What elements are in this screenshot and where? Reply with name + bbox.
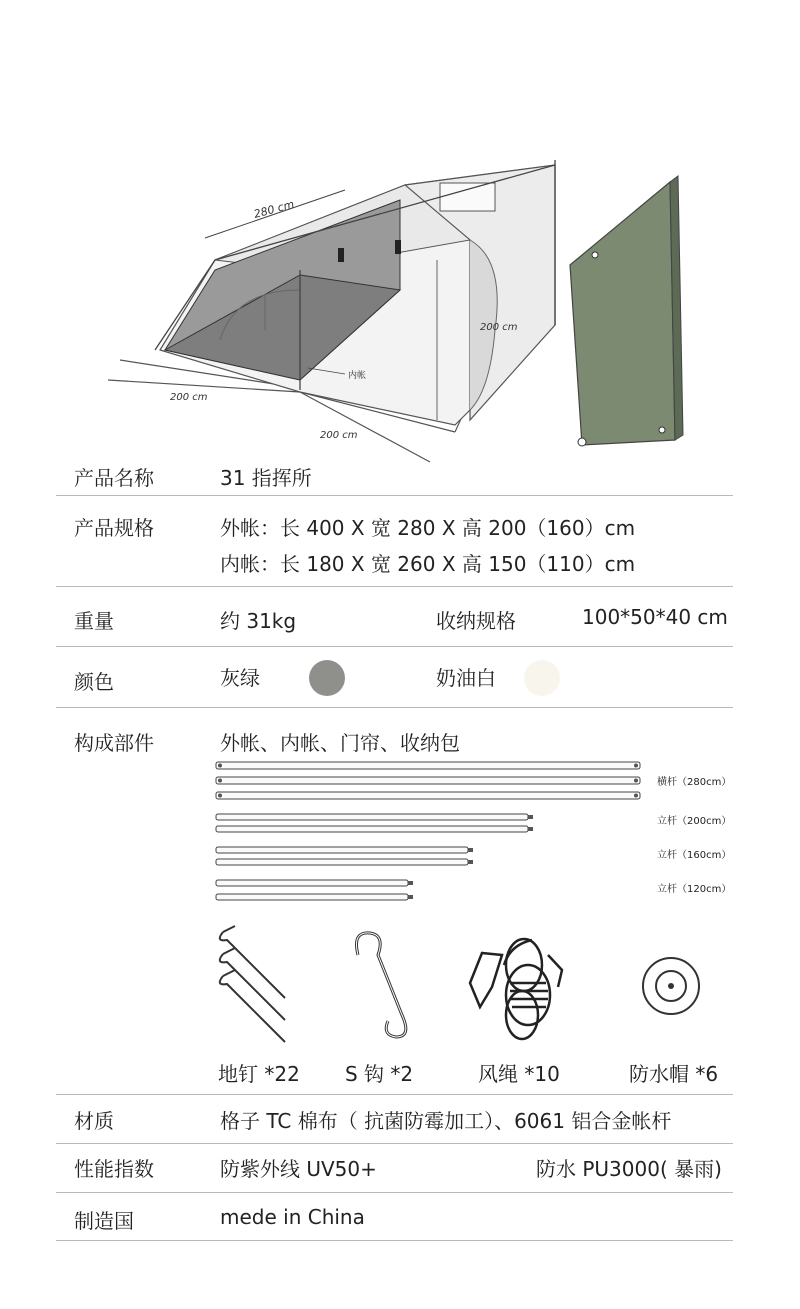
- divider: [56, 495, 733, 496]
- waterproof-cap-icon: [640, 955, 702, 1017]
- components-value: 外帐、内帐、门帘、收纳包: [220, 731, 460, 755]
- pole-280-1: [216, 762, 640, 769]
- waterproof-cap-label: 防水帽 *6: [629, 1062, 719, 1086]
- pack-size-label: 收纳规格: [436, 609, 516, 633]
- pole-200-1: [216, 814, 528, 820]
- pole-120-2: [216, 894, 408, 900]
- door-panel: [570, 176, 683, 446]
- s-hook-icon: [330, 925, 425, 1045]
- dim-left-text: 200 cm: [170, 392, 208, 403]
- outer-size-value: 外帐：长 400 X 宽 280 X 高 200（160）cm: [220, 516, 636, 540]
- color-swatch-cream[interactable]: [524, 660, 560, 696]
- divider: [56, 1094, 733, 1095]
- dim-top-text: 280 cm: [252, 197, 296, 221]
- divider: [56, 1143, 733, 1144]
- inner-size-value: 内帐：长 180 X 宽 260 X 高 150（110）cm: [220, 552, 636, 576]
- waterproof-value: 防水 PU3000( 暴雨): [536, 1157, 722, 1181]
- pole-160-1: [216, 847, 468, 853]
- divider: [56, 1240, 733, 1241]
- material-label: 材质: [74, 1109, 114, 1133]
- color-swatch-green[interactable]: [309, 660, 345, 696]
- ground-stake-label: 地钉 *22: [218, 1062, 300, 1086]
- material-value: 格子 TC 棉布（ 抗菌防霉加工）、6061 铝合金帐杆: [220, 1109, 672, 1133]
- origin-value: mede in China: [220, 1205, 365, 1229]
- components-label: 构成部件: [74, 731, 154, 755]
- dim-right-text: 200 cm: [480, 322, 518, 333]
- color-label: 颜色: [74, 670, 114, 694]
- product-name-label: 产品名称: [74, 466, 154, 490]
- wind-rope-label: 风绳 *10: [478, 1062, 560, 1086]
- pole-label-120: 立杆（120cm）: [657, 884, 732, 895]
- divider: [56, 1192, 733, 1193]
- color-option2-label: 奶油白: [436, 666, 496, 690]
- uv-value: 防紫外线 UV50+: [220, 1157, 377, 1181]
- performance-label: 性能指数: [74, 1157, 154, 1181]
- s-hook-label: S 钩 *2: [345, 1062, 414, 1086]
- pole-120-1: [216, 880, 408, 886]
- weight-label: 重量: [74, 609, 114, 633]
- weight-value: 约 31kg: [220, 609, 297, 633]
- ground-stake-icon: [205, 920, 300, 1050]
- pole-label-160: 立杆（160cm）: [657, 850, 732, 861]
- color-option1-label: 灰绿: [220, 666, 260, 690]
- origin-label: 制造国: [74, 1209, 134, 1233]
- pole-280-3: [216, 792, 640, 799]
- pole-200-2: [216, 826, 528, 832]
- inner-tent-label: 内帐: [348, 371, 367, 381]
- dim-bottom-text: 200 cm: [320, 430, 358, 441]
- tent-illustration: [0, 0, 800, 470]
- pole-160-2: [216, 859, 468, 865]
- divider: [56, 646, 733, 647]
- divider: [56, 707, 733, 708]
- pole-280-2: [216, 777, 640, 784]
- pole-label-200: 立杆（200cm）: [657, 816, 732, 827]
- pack-size-value: 100*50*40 cm: [582, 605, 728, 629]
- product-size-label: 产品规格: [74, 516, 154, 540]
- wind-rope-icon: [462, 925, 572, 1050]
- product-name-value: 31 指挥所: [220, 466, 312, 490]
- divider: [56, 586, 733, 587]
- pole-label-280: 横杆（280cm）: [657, 777, 732, 788]
